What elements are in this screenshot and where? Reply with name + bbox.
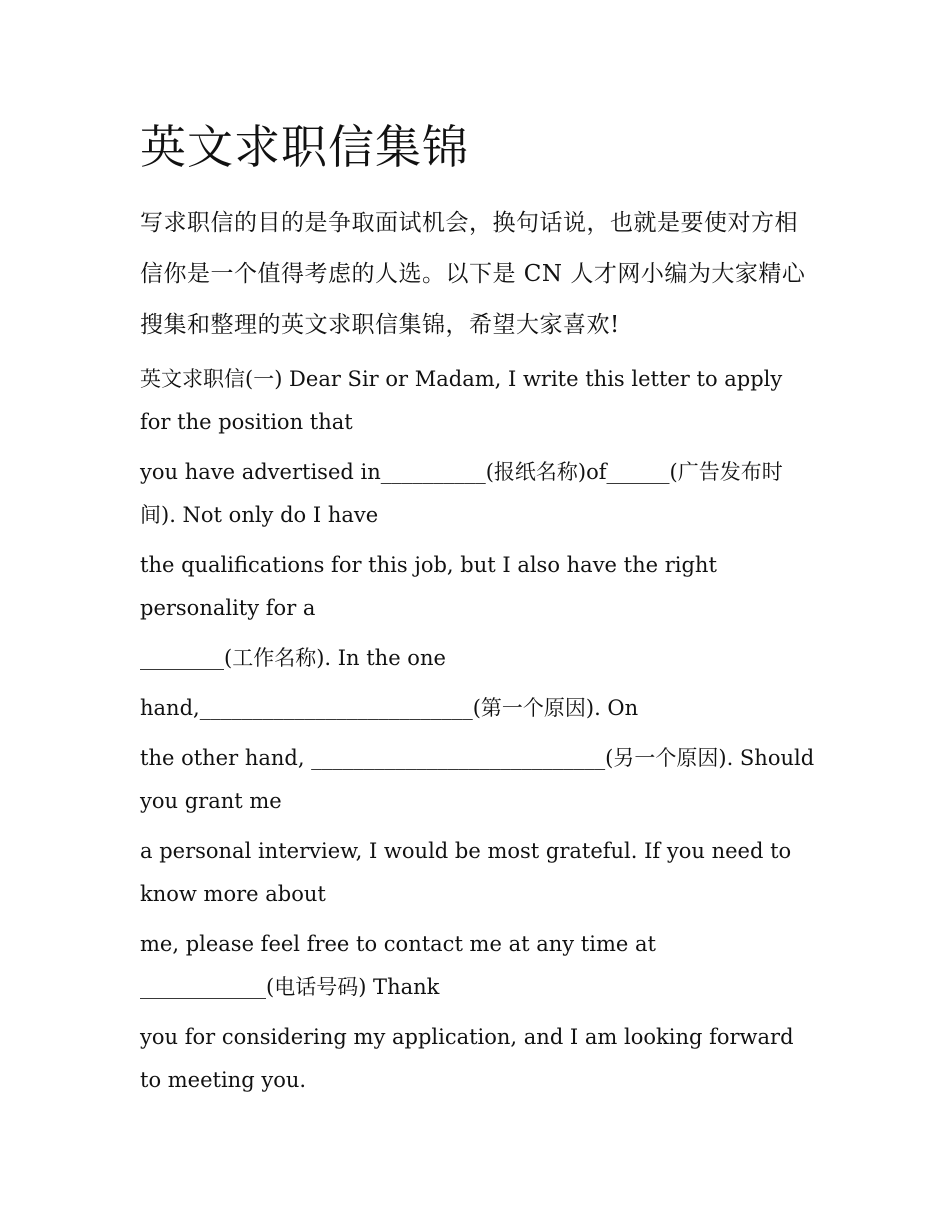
letter-line: the qualifications for this job, but I also have the right personality for a — [140, 553, 717, 620]
letter-line: you for considering my application, and I am looking forward to meeting you. — [140, 1025, 794, 1092]
document-body — [140, 112, 815, 1102]
letter-line: me, please feel free to contact me at any time at ____________(电话号码) Thank — [140, 932, 656, 999]
intro-paragraph: 写求职信的目的是争取面试机会，换句话说，也就是要使对方相信你是一个值得考虑的人选。以下是 CN 人才网小编为大家精心搜集和整理的英文求职信集锦，希望大家喜欢! — [140, 210, 806, 338]
letter-line: ________(工作名称). In the one — [140, 646, 446, 670]
letter-line: 英文求职信(一) Dear Sir or Madam, I write this letter to apply for the position that — [140, 367, 783, 434]
page-title: 英文求职信集锦 — [140, 120, 469, 174]
cover-letter — [140, 358, 815, 1102]
letter-line: a personal interview, I would be most grateful. If you need to know more about — [140, 839, 792, 906]
letter-line: you have advertised in__________(报纸名称)of______(广告发布时间). Not only do I have — [140, 460, 783, 527]
letter-line: the other hand, ____________________________(另一个原因). Should you grant me — [140, 746, 815, 813]
letter-line: hand,__________________________(第一个原因). On — [140, 696, 639, 720]
